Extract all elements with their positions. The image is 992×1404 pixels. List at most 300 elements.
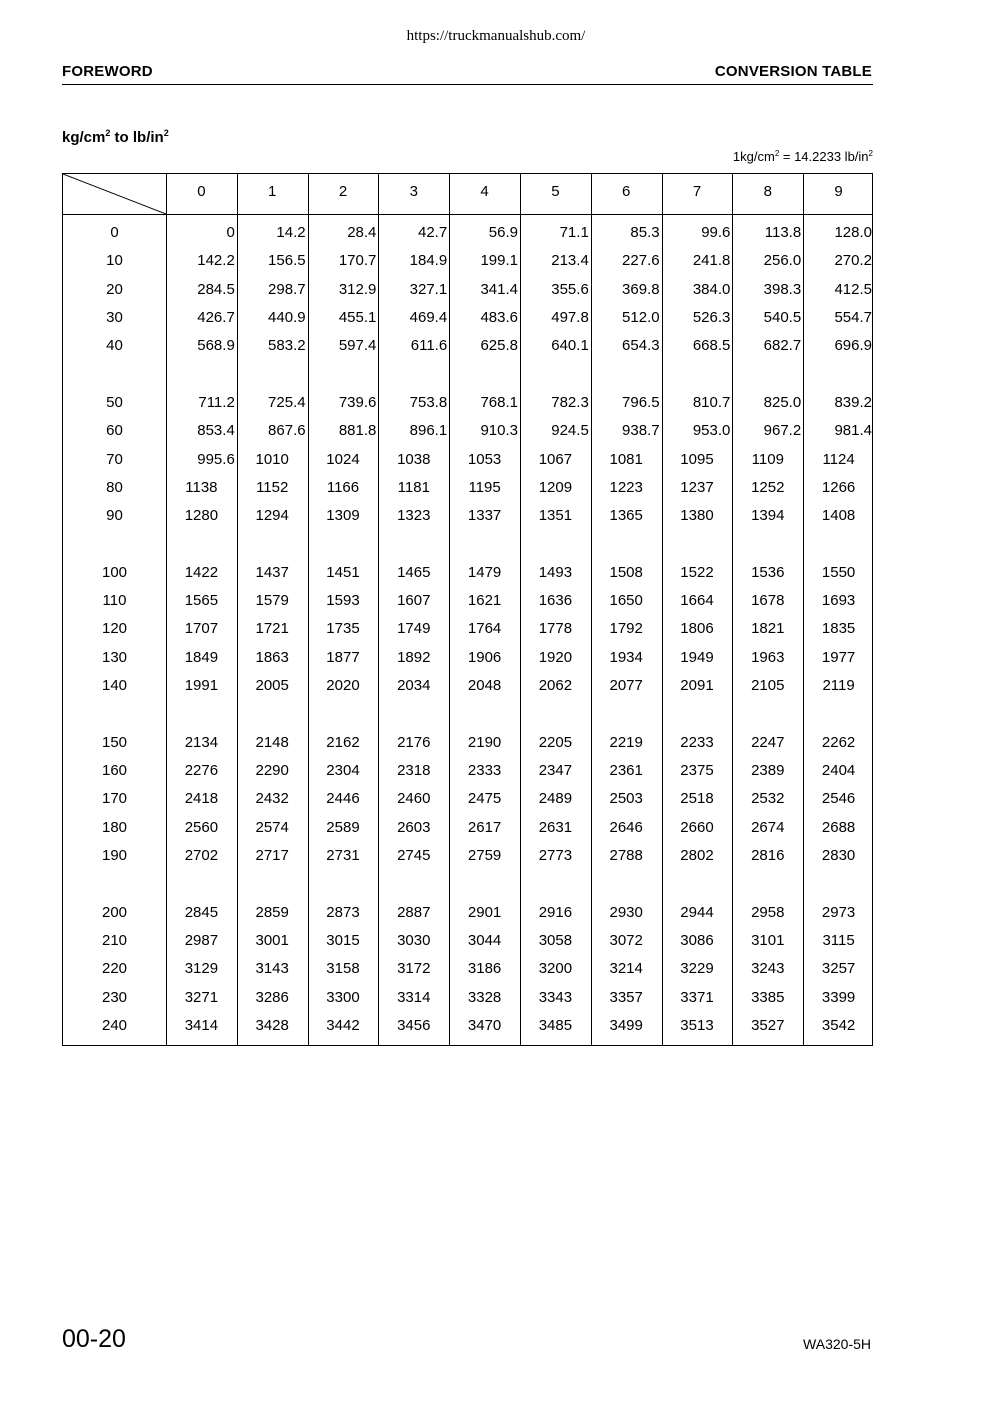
table-cell: 2958 — [751, 903, 785, 921]
table-cell: 3243 — [751, 960, 785, 978]
table-cell: 440.9 — [268, 308, 306, 326]
header-rule — [62, 84, 873, 85]
row-label: 100 — [101, 563, 128, 581]
table-cell: 1565 — [184, 592, 219, 610]
table-cell: 1223 — [609, 478, 643, 496]
table-cell: 2304 — [326, 762, 360, 779]
table-cell: 3200 — [538, 960, 573, 978]
table-cell: 2375 — [680, 762, 714, 779]
table-cell: 2489 — [538, 790, 573, 808]
column-header: 9 — [834, 183, 843, 200]
table-cell: 1422 — [184, 563, 219, 581]
table-cell: 1380 — [680, 507, 714, 525]
table-cell: 455.1 — [338, 308, 377, 326]
table-cell: 142.2 — [197, 252, 235, 270]
row-label: 30 — [106, 308, 123, 326]
header-row-rule — [63, 214, 872, 215]
title-superscript-1: 2 — [105, 128, 111, 138]
table-cell: 1579 — [255, 592, 289, 610]
table-cell: 696.9 — [834, 337, 872, 355]
table-cell: 1977 — [821, 648, 856, 666]
table-cell: 1621 — [467, 592, 502, 610]
table-cell: 42.7 — [417, 224, 448, 241]
table-cell: 2745 — [397, 846, 431, 864]
table-cell: 3214 — [609, 960, 643, 978]
title-from-unit: kg/cm — [62, 129, 106, 146]
table-cell: 1280 — [184, 507, 219, 525]
row-label: 0 — [110, 224, 119, 241]
table-cell: 412.5 — [834, 280, 872, 298]
table-cell: 896.1 — [409, 422, 448, 440]
table-cell: 2532 — [751, 790, 785, 808]
table-cell: 1309 — [326, 507, 360, 525]
table-cell: 995.6 — [197, 450, 235, 468]
table-cell: 3030 — [397, 931, 431, 949]
table-cell: 2347 — [538, 762, 573, 779]
table-cell: 2276 — [184, 762, 219, 779]
table-cell: 2518 — [680, 790, 714, 808]
table-cell: 3485 — [538, 1016, 573, 1034]
row-label: 50 — [106, 393, 123, 411]
table-cell: 1892 — [397, 648, 431, 666]
table-cell: 2916 — [538, 903, 573, 921]
table-cell: 739.6 — [338, 393, 377, 411]
table-cell: 284.5 — [197, 280, 235, 298]
conversion-table — [62, 173, 873, 1046]
row-label: 80 — [106, 478, 123, 496]
table-cell: 640.1 — [551, 337, 589, 355]
row-label: 110 — [102, 592, 127, 610]
row-label: 20 — [106, 280, 123, 298]
table-cell: 2262 — [821, 733, 856, 751]
table-cell: 3115 — [822, 931, 855, 949]
table-cell: 355.6 — [551, 280, 589, 298]
table-cell: 85.3 — [630, 224, 660, 241]
table-cell: 1835 — [821, 620, 856, 638]
table-cell: 3001 — [255, 931, 289, 949]
table-cell: 924.5 — [551, 422, 589, 440]
table-cell: 2247 — [751, 733, 785, 751]
table-cell: 2134 — [184, 733, 219, 751]
table-cell: 1166 — [326, 478, 360, 496]
table-cell: 2062 — [538, 677, 573, 694]
table-cell: 2233 — [680, 733, 714, 751]
table-cell: 512.0 — [622, 308, 660, 326]
table-cell: 881.8 — [338, 422, 377, 440]
table-cell: 497.8 — [551, 308, 589, 326]
table-cell: 1451 — [326, 563, 360, 581]
table-cell: 2660 — [680, 818, 714, 836]
table-cell: 2973 — [821, 903, 856, 921]
table-cell: 1493 — [538, 563, 573, 581]
table-cell: 56.9 — [488, 224, 518, 241]
table-cell: 981.4 — [834, 422, 872, 440]
table-cell: 1294 — [255, 507, 289, 525]
table-cell: 2731 — [326, 846, 360, 864]
table-cell: 2048 — [467, 677, 502, 694]
table-cell: 2717 — [255, 846, 289, 864]
table-cell: 3328 — [467, 988, 502, 1006]
table-cell: 1195 — [468, 478, 501, 496]
table-cell: 1138 — [185, 478, 218, 496]
table-cell: 1849 — [184, 648, 219, 666]
table-cell: 28.4 — [347, 224, 377, 241]
table-cell: 967.2 — [763, 422, 802, 440]
table-cell: 1593 — [326, 592, 360, 610]
table-cell: 1949 — [680, 648, 714, 666]
table-cell: 2105 — [751, 677, 785, 694]
table-cell: 1109 — [751, 450, 784, 468]
table-cell: 3300 — [326, 988, 360, 1006]
table-cell: 2077 — [609, 677, 643, 694]
table-cell: 1437 — [255, 563, 289, 581]
row-label: 220 — [101, 960, 128, 978]
table-cell: 1394 — [751, 507, 785, 525]
table-cell: 3015 — [326, 931, 360, 949]
table-cell: 2987 — [184, 931, 219, 949]
table-cell: 2005 — [255, 677, 289, 694]
table-cell: 3271 — [184, 988, 219, 1006]
row-label: 200 — [101, 903, 128, 921]
row-label: 60 — [106, 422, 123, 440]
table-cell: 2318 — [397, 762, 431, 779]
table-cell: 3186 — [467, 960, 502, 978]
table-cell: 156.5 — [268, 252, 306, 270]
table-cell: 384.0 — [692, 280, 731, 298]
table-cell: 2091 — [680, 677, 714, 694]
table-cell: 1152 — [256, 478, 289, 496]
table-cell: 1365 — [609, 507, 643, 525]
table-cell: 227.6 — [622, 252, 660, 270]
table-cell: 2361 — [609, 762, 643, 779]
table-cell: 654.3 — [622, 337, 660, 355]
table-cell: 1792 — [609, 620, 643, 638]
row-label: 40 — [106, 337, 123, 355]
table-cell: 1408 — [821, 507, 856, 525]
table-cell: 2617 — [467, 818, 502, 836]
row-label: 160 — [101, 762, 128, 779]
table-cell: 99.6 — [701, 224, 731, 241]
table-title — [62, 128, 169, 146]
column-header: 1 — [268, 183, 277, 200]
table-cell: 2674 — [751, 818, 785, 836]
table-cell: 1508 — [609, 563, 643, 581]
table-cell: 2574 — [255, 818, 289, 836]
table-cell: 256.0 — [763, 252, 802, 270]
table-cell: 2702 — [184, 846, 219, 864]
column-header: 3 — [409, 183, 418, 200]
table-cell: 3499 — [609, 1016, 643, 1034]
table-cell: 1920 — [538, 648, 573, 666]
table-cell: 1095 — [680, 450, 714, 468]
row-label: 230 — [101, 988, 128, 1006]
header-page-title: CONVERSION TABLE — [714, 63, 872, 80]
table-cell: 3442 — [326, 1016, 360, 1034]
table-cell: 3542 — [821, 1016, 856, 1034]
table-cell: 526.3 — [692, 308, 731, 326]
table-cell: 1479 — [467, 563, 502, 581]
page-number: 00-20 — [62, 1325, 126, 1353]
table-cell: 625.8 — [480, 337, 518, 355]
table-cell: 298.7 — [268, 280, 306, 298]
source-url: https://truckmanualshub.com/ — [406, 28, 586, 44]
table-cell: 3527 — [751, 1016, 785, 1034]
table-cell: 199.1 — [480, 252, 518, 270]
formula-superscript-1: 2 — [774, 149, 780, 158]
table-cell: 1749 — [397, 620, 431, 638]
table-cell: 810.7 — [692, 393, 731, 411]
table-cell: 327.1 — [409, 280, 448, 298]
table-cell: 1465 — [397, 563, 431, 581]
table-cell: 853.4 — [197, 422, 235, 440]
table-cell: 2475 — [467, 790, 502, 808]
table-cell: 2546 — [821, 790, 856, 808]
table-cell: 1650 — [609, 592, 643, 610]
table-cell: 1067 — [538, 450, 573, 468]
table-cell: 2190 — [467, 733, 502, 751]
table-cell: 184.9 — [409, 252, 448, 270]
row-label: 90 — [106, 507, 123, 525]
table-cell: 782.3 — [551, 393, 589, 411]
table-cell: 1863 — [255, 648, 289, 666]
table-cell: 1607 — [397, 592, 431, 610]
table-cell: 0 — [226, 224, 235, 241]
table-cell: 2560 — [184, 818, 219, 836]
table-cell: 2930 — [609, 903, 643, 921]
table-cell: 2759 — [467, 846, 502, 864]
table-cell: 611.6 — [410, 337, 448, 355]
table-cell: 2020 — [326, 677, 360, 694]
table-cell: 213.4 — [551, 252, 589, 270]
row-label: 130 — [101, 648, 128, 666]
table-cell: 682.7 — [763, 337, 802, 355]
table-cell: 554.7 — [834, 308, 872, 326]
row-label: 210 — [101, 931, 128, 949]
table-cell: 1252 — [751, 478, 785, 496]
table-cell: 1351 — [538, 507, 573, 525]
table-cell: 2432 — [255, 790, 289, 808]
table-cell: 2859 — [255, 903, 289, 921]
table-cell: 1081 — [609, 450, 643, 468]
table-cell: 1237 — [680, 478, 714, 496]
table-cell: 2418 — [184, 790, 219, 808]
table-cell: 3314 — [397, 988, 431, 1006]
table-cell: 426.7 — [197, 308, 235, 326]
table-cell: 2162 — [326, 733, 360, 751]
table-cell: 1266 — [821, 478, 856, 496]
table-cell: 725.4 — [268, 393, 306, 411]
table-cell: 3101 — [751, 931, 785, 949]
table-cell: 3158 — [326, 960, 360, 978]
table-cell: 2460 — [397, 790, 431, 808]
table-cell: 1010 — [255, 450, 289, 468]
table-cell: 341.4 — [480, 280, 518, 298]
table-cell: 2219 — [609, 733, 643, 751]
table-cell: 170.7 — [338, 252, 377, 270]
table-cell: 3086 — [680, 931, 714, 949]
table-cell: 2503 — [609, 790, 643, 808]
table-cell: 3357 — [609, 988, 643, 1006]
table-cell: 3456 — [397, 1016, 431, 1034]
table-cell: 839.2 — [834, 393, 872, 411]
table-cell: 2404 — [821, 762, 856, 779]
row-label: 180 — [101, 818, 128, 836]
row-label: 70 — [106, 450, 123, 468]
table-cell: 3428 — [255, 1016, 289, 1034]
table-cell: 1038 — [397, 450, 431, 468]
table-cell: 3371 — [680, 988, 714, 1006]
table-cell: 3385 — [751, 988, 785, 1006]
table-cell: 3513 — [680, 1016, 714, 1034]
table-cell: 1721 — [255, 620, 289, 638]
column-header: 5 — [551, 183, 560, 200]
table-cell: 768.1 — [480, 393, 518, 411]
table-cell: 1536 — [751, 563, 785, 581]
table-cell: 3058 — [538, 931, 573, 949]
table-cell: 1735 — [326, 620, 360, 638]
title-to-unit: to lb/in — [110, 129, 164, 146]
table-cell: 3399 — [821, 988, 856, 1006]
table-cell: 270.2 — [834, 252, 872, 270]
column-header: 7 — [692, 183, 702, 200]
table-cell: 3257 — [821, 960, 856, 978]
table-cell: 953.0 — [692, 422, 731, 440]
table-cell: 3044 — [467, 931, 502, 949]
table-cell: 3470 — [467, 1016, 502, 1034]
table-cell: 583.2 — [268, 337, 306, 355]
table-cell: 3143 — [255, 960, 289, 978]
table-cell: 2688 — [821, 818, 856, 836]
table-cell: 3414 — [184, 1016, 219, 1034]
table-cell: 113.8 — [764, 224, 802, 241]
table-cell: 241.8 — [692, 252, 731, 270]
table-cell: 1764 — [467, 620, 502, 638]
model-code: WA320-5H — [803, 1336, 871, 1352]
table-cell: 1963 — [751, 648, 785, 666]
table-cell: 2176 — [397, 733, 431, 751]
table-cell: 483.6 — [480, 308, 518, 326]
table-cell: 2333 — [467, 762, 502, 779]
table-cell: 3129 — [184, 960, 219, 978]
table-cell: 469.4 — [409, 308, 448, 326]
table-cell: 2646 — [609, 818, 643, 836]
table-cell: 1550 — [821, 563, 856, 581]
table-cell: 796.5 — [622, 393, 660, 411]
table-cell: 1024 — [326, 450, 360, 468]
table-cell: 2887 — [397, 903, 431, 921]
table-cell: 1693 — [821, 592, 856, 610]
table-cell: 1806 — [680, 620, 714, 638]
table-cell: 2148 — [255, 733, 289, 751]
table-cell: 1906 — [467, 648, 502, 666]
table-cell: 369.8 — [622, 280, 660, 298]
table-cell: 1337 — [467, 507, 502, 525]
table-cell: 668.5 — [692, 337, 731, 355]
table-cell: 2788 — [609, 846, 643, 864]
table-cell: 597.4 — [338, 337, 377, 355]
table-cell: 1323 — [397, 507, 431, 525]
table-cell: 2205 — [538, 733, 573, 751]
row-label: 240 — [101, 1016, 128, 1034]
formula-left: 1kg/cm — [732, 149, 775, 164]
table-cell: 3343 — [538, 988, 573, 1006]
column-header: 4 — [480, 183, 489, 200]
row-label: 120 — [101, 620, 128, 638]
table-cell: 2034 — [397, 677, 431, 694]
table-cell: 1934 — [609, 648, 643, 666]
title-superscript-2: 2 — [163, 128, 169, 138]
table-cell: 1778 — [538, 620, 573, 638]
table-cell: 3286 — [255, 988, 289, 1006]
table-cell: 3229 — [680, 960, 714, 978]
table-cell: 2944 — [680, 903, 714, 921]
table-cell: 1636 — [538, 592, 573, 610]
table-cell: 2830 — [821, 846, 856, 864]
table-cell: 14.2 — [276, 224, 306, 241]
table-cell: 398.3 — [763, 280, 802, 298]
header-section-label: FOREWORD — [62, 63, 153, 80]
table-cell: 1991 — [184, 677, 219, 694]
table-cell: 1522 — [680, 563, 714, 581]
table-cell: 1877 — [326, 648, 360, 666]
table-cell: 1124 — [822, 450, 855, 468]
table-cell: 825.0 — [763, 393, 802, 411]
table-cell: 867.6 — [268, 422, 306, 440]
table-cell: 2290 — [255, 762, 289, 779]
row-label: 170 — [101, 790, 128, 808]
column-header: 6 — [622, 183, 631, 200]
formula-right: = 14.2233 lb/in — [779, 149, 869, 164]
corner-diagonal — [63, 174, 166, 214]
table-cell: 312.9 — [338, 280, 377, 298]
table-cell: 540.5 — [763, 308, 802, 326]
table-cell: 1678 — [751, 592, 785, 610]
formula-superscript-2: 2 — [868, 149, 873, 158]
table-cell: 2773 — [538, 846, 573, 864]
table-cell: 910.3 — [480, 422, 518, 440]
table-cell: 1664 — [680, 592, 714, 610]
table-cell: 2119 — [822, 677, 855, 694]
table-cell: 1181 — [397, 478, 430, 496]
table-cell: 568.9 — [197, 337, 235, 355]
table-cell: 2873 — [326, 903, 360, 921]
column-header: 0 — [197, 183, 206, 200]
row-label: 140 — [101, 677, 128, 694]
row-label: 190 — [101, 846, 128, 864]
table-cell: 2446 — [326, 790, 360, 808]
table-cell: 128.0 — [834, 224, 872, 241]
column-header: 2 — [338, 183, 348, 200]
table-cell: 2589 — [326, 818, 360, 836]
table-cell: 2901 — [467, 903, 502, 921]
table-cell: 2389 — [751, 762, 785, 779]
table-cell: 3072 — [609, 931, 643, 949]
table-cell: 2603 — [397, 818, 431, 836]
table-cell: 711.2 — [198, 393, 235, 411]
conversion-formula — [733, 149, 873, 164]
table-cell: 2816 — [751, 846, 785, 864]
column-header: 8 — [763, 183, 772, 200]
table-cell: 753.8 — [409, 393, 448, 411]
row-label: 10 — [106, 252, 123, 270]
table-cell: 3172 — [397, 960, 431, 978]
table-cell: 2631 — [538, 818, 573, 836]
table-cell: 938.7 — [622, 422, 660, 440]
table-cell: 71.1 — [559, 224, 589, 241]
row-label: 150 — [101, 733, 128, 751]
table-cell: 2802 — [680, 846, 714, 864]
table-cell: 2845 — [184, 903, 219, 921]
